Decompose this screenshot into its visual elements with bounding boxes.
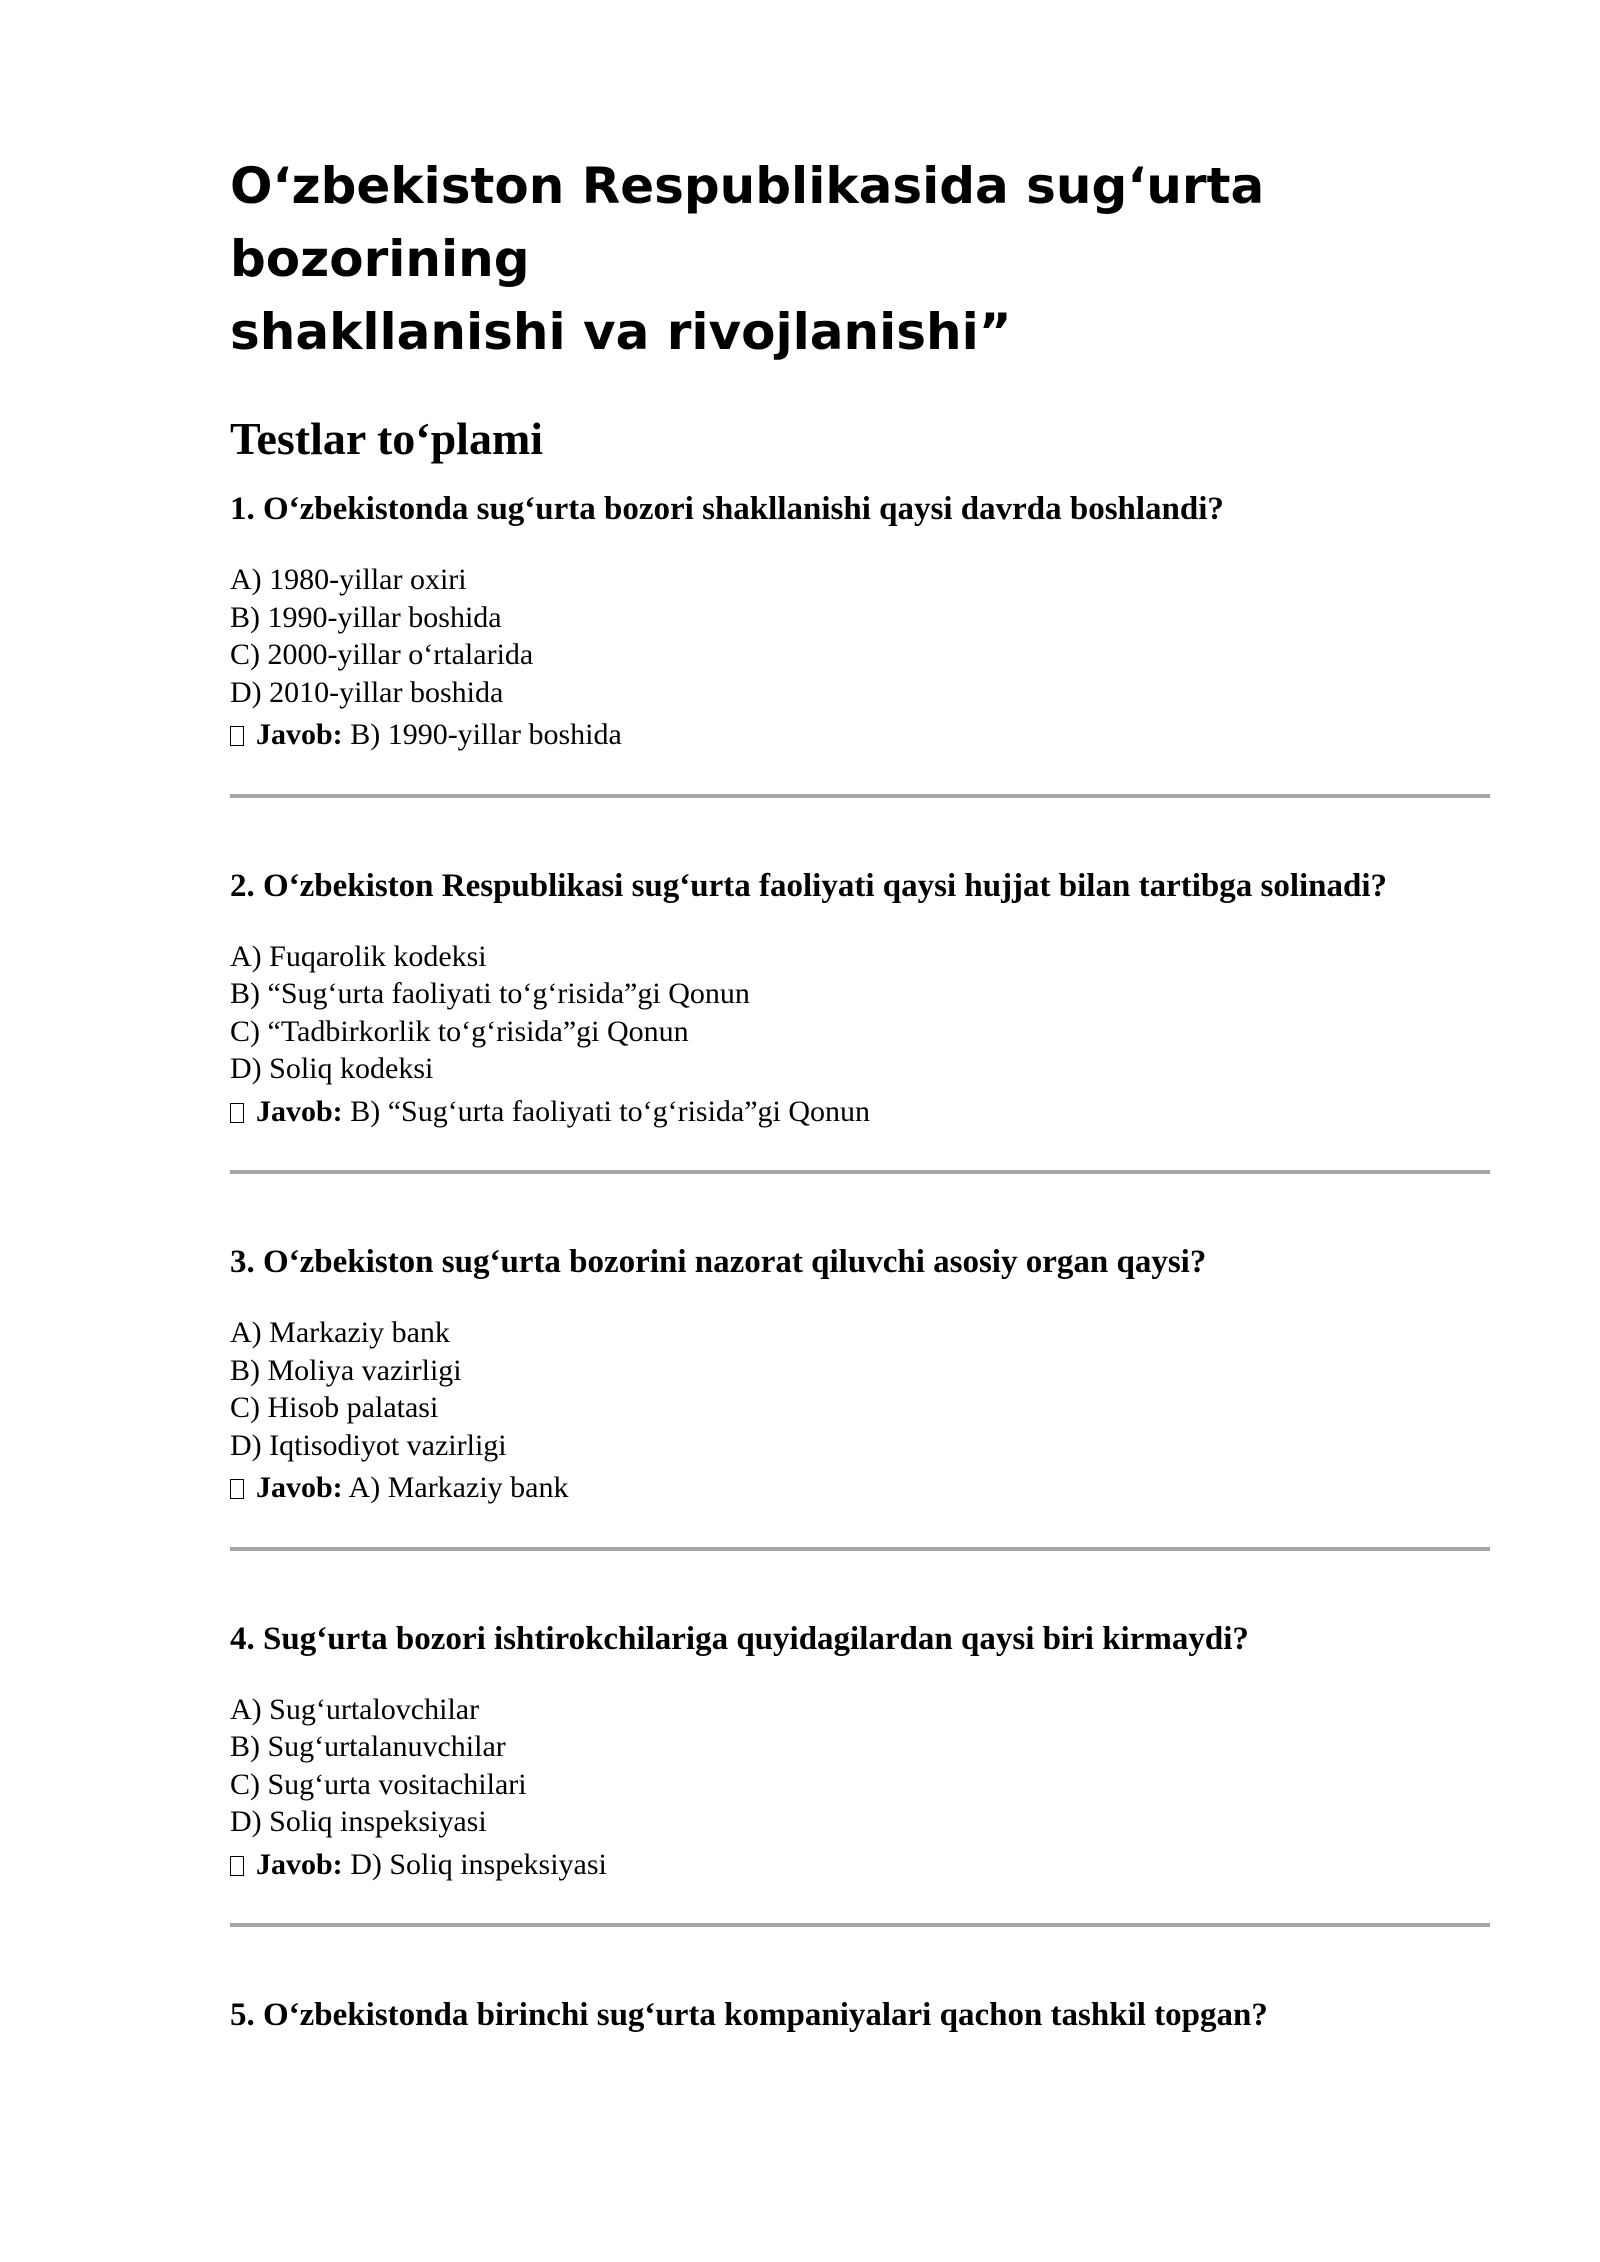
- checkbox-glyph-icon: [230, 1103, 244, 1123]
- question-heading: 5. O‘zbekistonda birinchi sug‘urta kompaniyalari qachon tashkil topgan?: [230, 1997, 1268, 2033]
- document-content: [230, 150, 1490, 2036]
- answer-label: Javob:: [256, 1847, 343, 1881]
- question-3: [230, 1242, 1490, 1507]
- answer-line: [230, 1846, 1490, 1884]
- answer-value: D) Soliq inspeksiyasi: [350, 1847, 607, 1881]
- document-title-line-1: O‘zbekiston Respublikasida sug‘urta bozorining: [230, 157, 1265, 288]
- checkbox-glyph-icon: [230, 1479, 244, 1499]
- option-c: C) “Tadbirkorlik to‘g‘risida”gi Qonun: [230, 1014, 689, 1048]
- option-b: B) Moliya vazirligi: [230, 1353, 462, 1387]
- option-a: A) Sug‘urtalovchilar: [230, 1692, 480, 1726]
- option-b: B) “Sug‘urta faoliyati to‘g‘risida”gi Qonun: [230, 977, 750, 1010]
- answer-line: [230, 1469, 1490, 1507]
- option-b: B) Sug‘urtalanuvchilar: [230, 1730, 506, 1763]
- option-list: [230, 938, 1490, 1131]
- answer-line: [230, 1093, 1490, 1131]
- checkbox-glyph-icon: [230, 1856, 244, 1876]
- question-5: [230, 1995, 1490, 2036]
- answer-label: Javob:: [256, 1094, 343, 1128]
- answer-value: A) Markaziy bank: [348, 1471, 569, 1504]
- option-a: A) 1980-yillar oxiri: [230, 563, 467, 596]
- option-c: C) Sug‘urta vositachilari: [230, 1767, 527, 1801]
- option-c: C) Hisob palatasi: [230, 1391, 439, 1424]
- question-heading: 2. O‘zbekiston Respublikasi sug‘urta faoliyati qaysi hujjat bilan tartibga solinadi?: [230, 867, 1388, 904]
- section-divider: [230, 1547, 1490, 1551]
- question-heading: 4. Sug‘urta bozori ishtirokchilariga quyidagilardan qaysi biri kirmaydi?: [230, 1620, 1249, 1657]
- answer-label: Javob:: [256, 718, 343, 751]
- answer-value: B) 1990-yillar boshida: [350, 718, 622, 751]
- option-a: A) Markaziy bank: [230, 1316, 450, 1349]
- option-list: [230, 1314, 1490, 1507]
- option-b: B) 1990-yillar boshida: [230, 600, 502, 634]
- document-title: [230, 150, 1490, 369]
- option-d: D) 2010-yillar boshida: [230, 675, 504, 709]
- section-divider: [230, 1170, 1490, 1174]
- option-d: D) Soliq kodeksi: [230, 1052, 434, 1085]
- answer-label: Javob:: [256, 1471, 343, 1504]
- checkbox-glyph-icon: [230, 726, 244, 746]
- section-divider: [230, 794, 1490, 798]
- option-a: A) Fuqarolik kodeksi: [230, 939, 487, 973]
- answer-line: [230, 716, 1490, 754]
- option-list: [230, 1691, 1490, 1884]
- answer-value: B) “Sug‘urta faoliyati to‘g‘risida”gi Qonun: [350, 1094, 871, 1128]
- option-d: D) Soliq inspeksiyasi: [230, 1805, 487, 1838]
- question-4: [230, 1619, 1490, 1884]
- option-c: C) 2000-yillar o‘rtalarida: [230, 638, 534, 671]
- question-2: [230, 866, 1490, 1131]
- document-title-line-2: shakllanishi va rivojlanishi”: [230, 303, 1012, 361]
- question-heading: 1. O‘zbekistonda sug‘urta bozori shakllanishi qaysi davrda boshlandi?: [230, 491, 1224, 527]
- option-list: [230, 561, 1490, 754]
- document-subtitle: Testlar to‘plami: [230, 413, 544, 464]
- section-divider: [230, 1923, 1490, 1927]
- question-1: [230, 489, 1490, 754]
- question-heading: 3. O‘zbekiston sug‘urta bozorini nazorat qiluvchi asosiy organ qaysi?: [230, 1244, 1207, 1280]
- option-d: D) Iqtisodiyot vazirligi: [230, 1428, 507, 1462]
